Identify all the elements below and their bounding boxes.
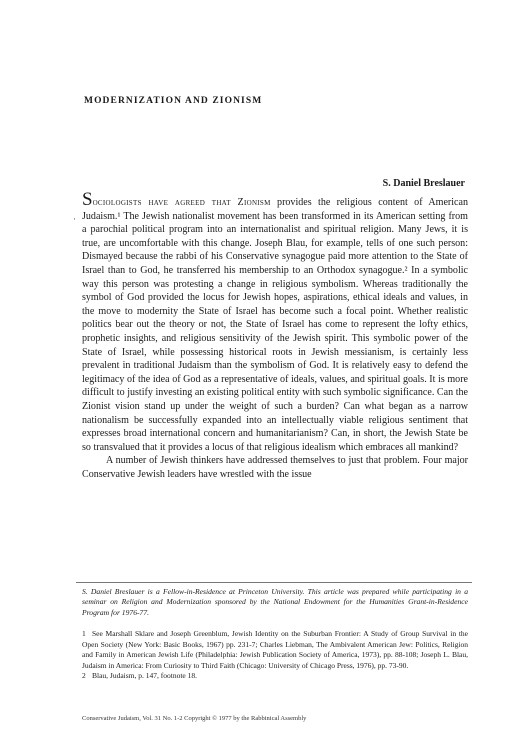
- opening-small-caps: ociologists have agreed that Zionism: [92, 197, 271, 208]
- paragraph-1-text: provides the religious content of American Judaism.¹ The Jewish nationalist movement has been transformed in its American setting from a parochial political program into an internationalist and spiritual religion. Many Jews, it is true, are uncomfortable with this change. Joseph Blau, for example, tells of one such person: Dismayed because the rabbi of his Conservative synagogue paid more attention to the State of Israel than to God, he transferred his membership to an Orthodox synagogue.² In a symbolic way this person was protesting a change in religious symbolism. Whereas traditionally the symbol of God provided the locus for Jewish hopes, aspirations, ethical ideals and values, in the move to modernity the State of Israel has become such a focal point. Whether realistic politics bear out the theory or not, the State of Israel has come to represent the lofty ethics, prophetic insights, and religious sensitivity of the Jewish spirit. This symbolic power of the State of Israel, while possessing historical roots in Jewish messianism, is certainly less prevalent in traditional Judaism than the symbolism of God. It is relatively easy to defend the legitimacy of the idea of God as a representative of ideals, values, and spiritual goals. It is more difficult to justify investing an existing political entity with such symbolic significance. Can the Zionist vision stand up under the weight of such a burden? Can what began as a narrow nationalism be successfully expanded into an intellectually viable religious sentiment that expresses broad international concern and humanitarianism? Can, in short, the Jewish State be so transvalued that it provides a locus of that religious idealism which embraces all mankind?: [82, 197, 468, 453]
- footnote-number: 1: [82, 629, 86, 638]
- article-body: [82, 189, 468, 481]
- footnote-rule: [76, 582, 472, 583]
- paragraph-2: A number of Jewish thinkers have addressed themselves to just that problem. Four major Conservative Jewish leaders have wrestled with the issue: [82, 455, 468, 480]
- article-author: S. Daniel Breslauer: [382, 178, 465, 189]
- paragraph-1: [82, 189, 468, 454]
- footnote-2: [82, 671, 468, 682]
- footnotes: [82, 629, 468, 682]
- footnote-number: 2: [82, 671, 86, 681]
- footnote-text: Blau, Judaism, p. 147, footnote 18.: [92, 671, 197, 681]
- page-footer: Conservative Judaism, Vol. 31 No. 1-2 Copyright © 1977 by the Rabbinical Assembly: [82, 715, 307, 722]
- drop-cap: S: [82, 189, 93, 210]
- author-note: S. Daniel Breslauer is a Fellow-in-Residence at Princeton University. This article was prepared while participating in a seminar on Religion and Modernization sponsored by the National Endowment for the Humanities Grant-in-Residence Program for 1976-77.: [82, 587, 468, 617]
- article-title: MODERNIZATION AND ZIONISM: [84, 96, 263, 106]
- margin-mark: ·: [73, 214, 76, 224]
- footnote-1: [82, 629, 468, 671]
- footnote-text: See Marshall Sklare and Joseph Greenblum, Jewish Identity on the Suburban Frontier: A Study of Group Survival in the Open Society (New York: Basic Books, 1967) pp. 231-7; Charles Liebman, The Ambivalent American Jew: Politics, Religion and Family in American Jewish Life (Philadelphia: Jewish Publication Society of America, 1973), pp. 88-108; Joseph L. Blau, Judaism in America: From Curiosity to Third Faith (Chicago: University of Chicago Press, 1976), pp. 73-90.: [82, 629, 468, 670]
